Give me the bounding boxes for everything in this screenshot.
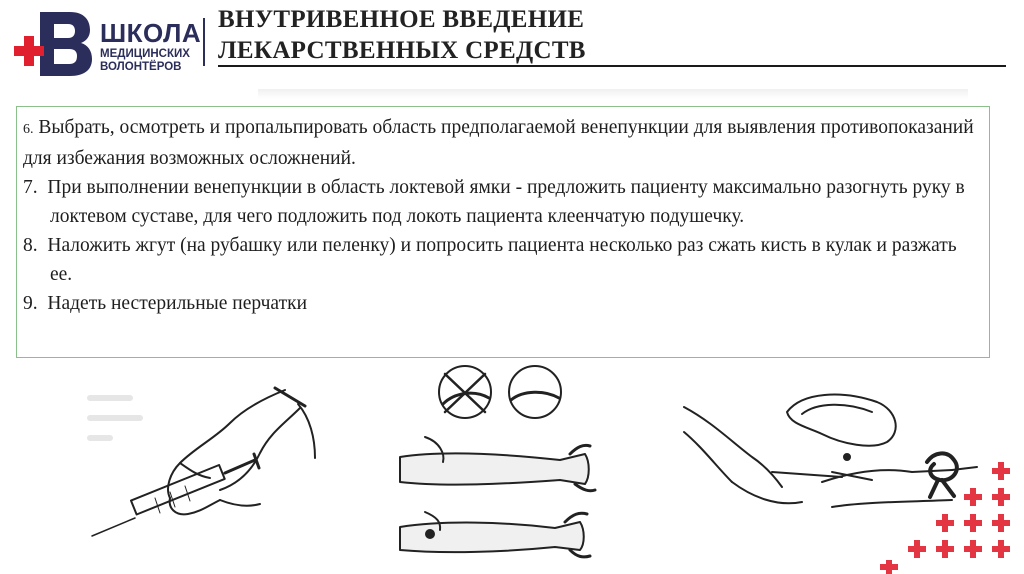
tourniquet-forearm-illustration [385, 362, 625, 567]
step-text: Выбрать, осмотреть и пропальпировать область предполагаемой венепункции для выявления противопоказаний для избежания возможных осложнений. [23, 117, 974, 169]
decorative-shadow-bar [258, 89, 968, 99]
step-number: 6. [23, 122, 34, 137]
decorative-cross-pattern [880, 448, 1024, 574]
logo-emblem-icon [10, 8, 94, 78]
step-9 [23, 289, 981, 318]
step-text: Наложить жгут (на рубашку или пеленку) и попросить пациента несколько раз сжать кисть в кулак и разжать ее. [47, 235, 957, 285]
step-6 [23, 113, 981, 173]
slide-title-line-2: ЛЕКАРСТВЕННЫХ СРЕДСТВ [218, 37, 586, 64]
step-7 [23, 173, 981, 231]
steps-box [16, 106, 990, 358]
logo-line-1: ШКОЛА [100, 18, 202, 48]
gloved-hand-syringe-illustration [70, 378, 320, 558]
step-text: Надеть нестерильные перчатки [47, 293, 308, 314]
school-logo [10, 8, 202, 78]
step-number: 8. [23, 235, 38, 256]
title-underline [218, 65, 1006, 67]
slide-title [218, 4, 586, 66]
step-text: При выполнении венепункции в область локтевой ямки - предложить пациенту максимально разогнуть руку в локтевом суставе, для чего подложить под локоть пациента клеенчатую подушечку. [47, 177, 965, 227]
slide-title-line-1: ВНУТРИВЕННОЕ ВВЕДЕНИЕ [218, 6, 585, 33]
step-number: 9. [23, 293, 38, 314]
logo-line-3: ВОЛОНТЁРОВ [100, 60, 182, 73]
logo-divider [203, 18, 205, 66]
logo-wordmark [100, 20, 201, 73]
logo-line-2: МЕДИЦИНСКИХ [100, 48, 190, 60]
step-8 [23, 231, 981, 289]
step-number: 7. [23, 177, 38, 198]
